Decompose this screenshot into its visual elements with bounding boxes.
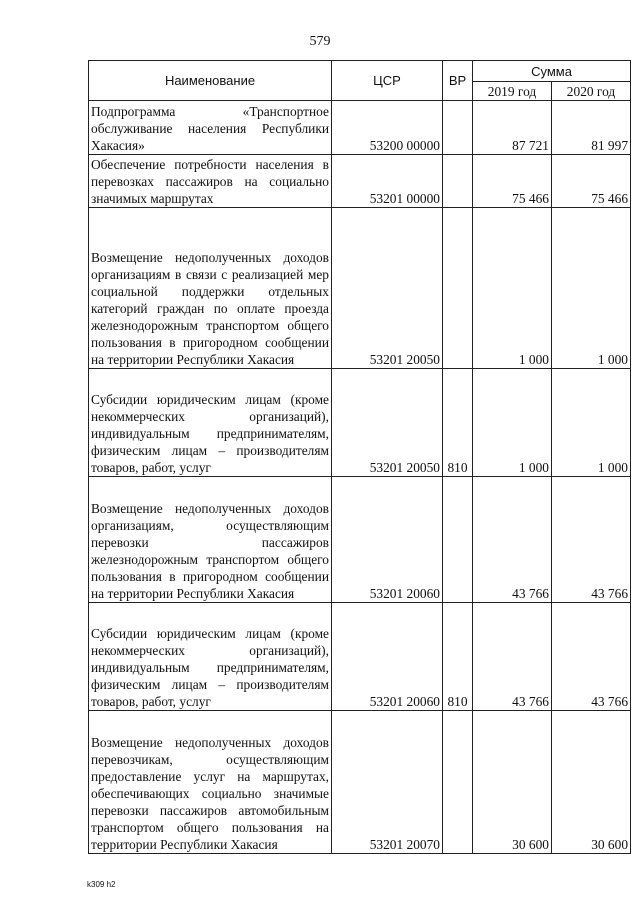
row-sum-2019: 43 766 — [473, 477, 552, 603]
header-csr: ЦСР — [332, 61, 443, 101]
row-sum-2020: 81 997 — [552, 101, 631, 155]
table-row — [89, 603, 631, 711]
row-vr — [443, 477, 473, 603]
row-name: Возмещение недополученных доходов перевозчикам, осуществляющим предоставление услуг на маршрутах, обеспечивающих социально значимые перевозки пассажиров автомобильным транспортом общего пользования на территории Республики Хакасия — [89, 711, 332, 854]
table-row — [89, 711, 631, 854]
row-name: Возмещение недополученных доходов организациям, осуществляющим перевозки пассажиров железнодорожным транспортом общего пользования в пригородном сообщении на территории Республики Хакасия — [89, 477, 332, 603]
row-csr: 53201 00000 — [332, 155, 443, 208]
row-csr: 53201 20070 — [332, 711, 443, 854]
row-vr — [443, 155, 473, 208]
row-sum-2019: 1 000 — [473, 369, 552, 477]
header-sum: Сумма — [473, 61, 631, 82]
footer-code: k309 h2 — [87, 880, 116, 889]
row-vr: 810 — [443, 603, 473, 711]
row-vr: 810 — [443, 369, 473, 477]
row-sum-2020: 1 000 — [552, 208, 631, 369]
row-name: Субсидии юридическим лицам (кроме некоммерческих организаций), индивидуальным предпринимателям, физическим лицам – производителям товаров, работ, услуг — [89, 603, 332, 711]
header-vr: ВР — [443, 61, 473, 101]
row-name: Подпрограмма «Транспортное обслуживание населения Республики Хакасия» — [89, 101, 332, 155]
header-year-2020: 2020 год — [552, 82, 631, 101]
table-body — [89, 101, 631, 854]
row-csr: 53201 20060 — [332, 477, 443, 603]
row-sum-2019: 30 600 — [473, 711, 552, 854]
row-sum-2019: 87 721 — [473, 101, 552, 155]
row-sum-2020: 43 766 — [552, 477, 631, 603]
header-name: Наименование — [89, 61, 332, 101]
row-sum-2019: 43 766 — [473, 603, 552, 711]
table-row — [89, 477, 631, 603]
row-sum-2019: 75 466 — [473, 155, 552, 208]
row-csr: 53201 20060 — [332, 603, 443, 711]
row-sum-2020: 1 000 — [552, 369, 631, 477]
budget-table — [88, 60, 631, 854]
header-year-2019: 2019 год — [473, 82, 552, 101]
row-csr: 53201 20050 — [332, 208, 443, 369]
row-sum-2020: 75 466 — [552, 155, 631, 208]
row-vr — [443, 101, 473, 155]
row-csr: 53200 00000 — [332, 101, 443, 155]
table-row — [89, 369, 631, 477]
table-row — [89, 208, 631, 369]
row-name: Субсидии юридическим лицам (кроме некоммерческих организаций), индивидуальным предпринимателям, физическим лицам – производителям товаров, работ, услуг — [89, 369, 332, 477]
row-sum-2020: 43 766 — [552, 603, 631, 711]
page-number: 579 — [309, 34, 331, 49]
row-name: Обеспечение потребности населения в перевозках пассажиров на социально значимых маршрутах — [89, 155, 332, 208]
row-vr — [443, 208, 473, 369]
row-sum-2019: 1 000 — [473, 208, 552, 369]
row-name: Возмещение недополученных доходов организациям в связи с реализацией мер социальной поддержки отдельных категорий граждан по оплате проезда железнодорожным транспортом общего пользования в пригородном сообщении на территории Республики Хакасия — [89, 208, 332, 369]
table-row — [89, 101, 631, 155]
row-vr — [443, 711, 473, 854]
row-sum-2020: 30 600 — [552, 711, 631, 854]
table-row — [89, 155, 631, 208]
row-csr: 53201 20050 — [332, 369, 443, 477]
